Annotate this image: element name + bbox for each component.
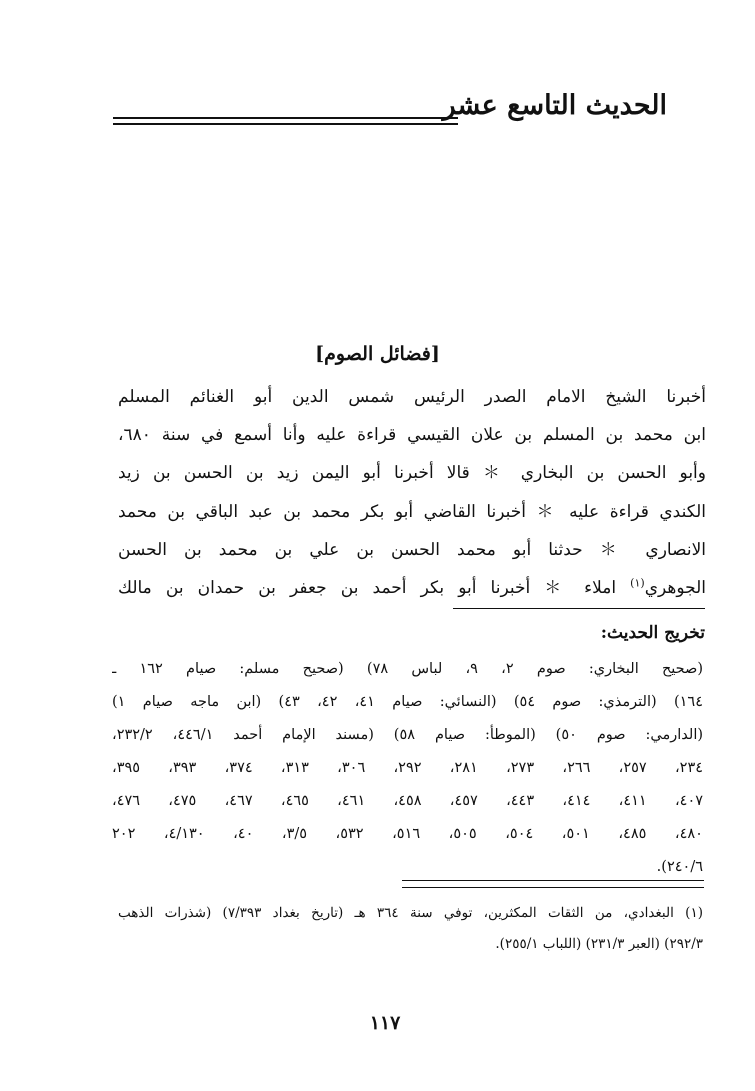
takhrij-line: ١٦٤) (الترمذي: صوم ٥٤) (النسائي: صيام ٤١، ٤٢، ٤٣) (ابن ماجه صيام ١) bbox=[112, 694, 703, 710]
text-line: الكندي قراءة عليه ＊ أخبرنا القاضي أبو بكر محمد بن عبد الباقي بن محمد bbox=[118, 501, 706, 522]
footnote-line: (١) البغدادي، من الثقات المكثرين، توفي سنة ٣٦٤ هـ (تاريخ بغداد ٧/٣٩٣) (شذرات الذهب bbox=[118, 905, 703, 921]
hadith-text bbox=[118, 378, 706, 607]
takhrij-text bbox=[112, 653, 703, 884]
chapter-title: الحديث التاسع عشر bbox=[442, 90, 667, 121]
takhrij-line: ٤٨٠، ٤٨٥، ٥٠١، ٥٠٤، ٥٠٥، ٥١٦، ٥٣٢، ٣/٥، ٤٠، ٤/١٣٠، ٢٠٢ bbox=[112, 826, 703, 842]
text-line-word: الجوهري bbox=[644, 577, 706, 598]
footnote bbox=[118, 898, 703, 960]
takhrij-line: ٤٠٧، ٤١١، ٤١٤، ٤٤٣، ٤٥٧، ٤٥٨، ٤٦١، ٤٦٥، ٤٦٧، ٤٧٥، ٤٧٦، bbox=[112, 793, 703, 809]
takhrij-line: ٢٣٤، ٢٥٧، ٢٦٦، ٢٧٣، ٢٨١، ٢٩٢، ٣٠٦، ٣١٣، ٣٧٤، ٣٩٣، ٣٩٥، bbox=[112, 760, 703, 776]
takhrij-line: ٢٤٠/٦). bbox=[656, 859, 703, 875]
takhrij-separator bbox=[453, 608, 705, 609]
footnote-marker: (١) bbox=[630, 576, 645, 590]
footnote-rule-bottom bbox=[402, 887, 704, 888]
text-line: ابن محمد بن المسلم بن علان القيسي قراءة عليه وأنا أسمع في سنة ٦٨٠، bbox=[118, 425, 706, 446]
page-number: ١١٧ bbox=[369, 1012, 401, 1034]
section-heading: [فضائل الصوم] bbox=[315, 343, 440, 365]
text-line: وأبو الحسن بن البخاري ＊ قالا أخبرنا أبو اليمن زيد بن الحسن بن زيد bbox=[118, 463, 706, 484]
text-line: الانصاري ＊ حدثنا أبو محمد الحسن بن علي بن محمد بن الحسن bbox=[118, 539, 706, 560]
footnote-line: ٢٩٢/٣) (العبر ٢٣١/٣) (اللباب ٢٥٥/١). bbox=[495, 936, 703, 952]
text-line-last bbox=[118, 569, 706, 607]
text-line: أخبرنا الشيخ الامام الصدر الرئيس شمس الدين أبو الغنائم المسلم bbox=[118, 387, 706, 407]
takhrij-label: تخريج الحديث: bbox=[600, 623, 705, 643]
header-rule-top bbox=[113, 117, 458, 119]
text-line-rest: املاء ＊ أخبرنا أبو بكر أحمد بن جعفر بن حمدان بن مالك bbox=[118, 577, 631, 598]
takhrij-line: (صحيح البخاري: صوم ٢، ٩، لباس ٧٨) (صحيح مسلم: صيام ١٦٢ ـ bbox=[112, 661, 703, 677]
header-rule-bottom bbox=[113, 123, 458, 125]
footnote-rule-top bbox=[402, 880, 704, 881]
takhrij-line: (الدارمي: صوم ٥٠) (الموطأ: صيام ٥٨) (مسند الإمام أحمد ٤٤٦/١، ٢٣٢/٢، bbox=[112, 727, 703, 743]
